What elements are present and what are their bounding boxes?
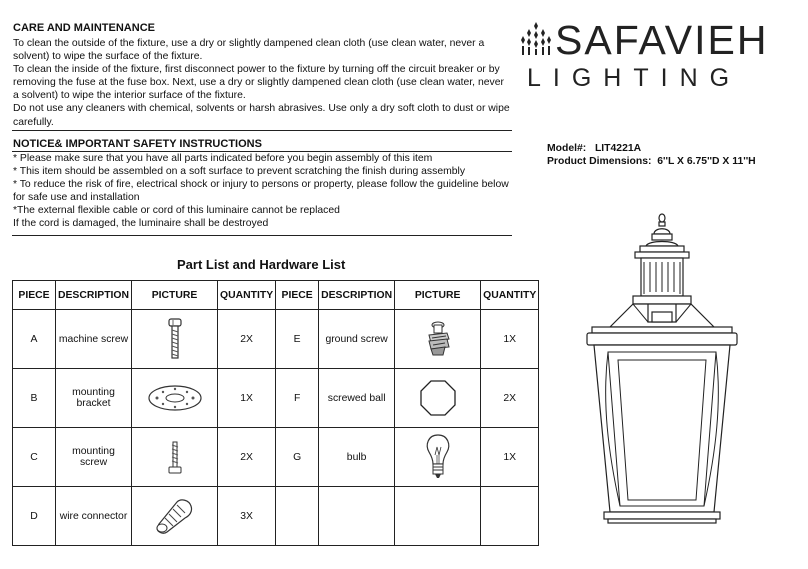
quantity-cell: 1X — [481, 428, 539, 487]
mounting-bracket-icon — [147, 383, 203, 413]
care-line: carefully. — [13, 116, 54, 128]
description-cell: machine screw — [56, 310, 132, 369]
piece-cell: E — [276, 310, 319, 369]
safety-title: NOTICE& IMPORTANT SAFETY INSTRUCTIONS — [13, 138, 262, 150]
lantern-fixture-icon — [578, 212, 748, 547]
quantity-cell: 1X — [481, 310, 539, 369]
quantity-cell: 2X — [481, 369, 539, 428]
description-cell: screwed ball — [319, 369, 395, 428]
header-cell: QUANTITY — [481, 281, 539, 310]
table-header-row — [13, 281, 539, 310]
product-info — [547, 142, 756, 168]
picture-cell — [395, 428, 481, 487]
safety-line: * Please make sure that you have all parts indicated before you begin assembly of this item — [13, 153, 433, 164]
table-row — [13, 369, 539, 428]
parts-table — [12, 280, 539, 546]
bulb-icon — [424, 433, 452, 481]
care-line: To clean the outside of the fixture, use a dry or slightly dampened clean cloth (use clean water, never a — [13, 38, 485, 49]
care-line: To clean the inside of the fixture, first disconnect power to the fixture by turning off the circuit breaker or by — [13, 64, 500, 76]
machine-screw-icon — [165, 317, 185, 361]
description-cell: mounting screw — [56, 428, 132, 487]
quantity-cell: 1X — [218, 369, 276, 428]
description-cell: bulb — [319, 428, 395, 487]
header-cell: DESCRIPTION — [56, 281, 132, 310]
header-cell: PICTURE — [132, 281, 218, 310]
header-cell: PICTURE — [395, 281, 481, 310]
model-label: Model#: — [547, 143, 587, 154]
safety-line: for safe use and installation — [13, 192, 140, 204]
piece-cell: F — [276, 369, 319, 428]
safety-line: * This item should be assembled on a soft surface to prevent scratching the finish during assembly — [13, 166, 466, 178]
table-row — [13, 428, 539, 487]
quantity-cell: 2X — [218, 310, 276, 369]
picture-cell — [132, 310, 218, 369]
table-row — [13, 310, 539, 369]
piece-cell: A — [13, 310, 56, 369]
header-cell: QUANTITY — [218, 281, 276, 310]
ground-screw-icon — [423, 319, 453, 359]
header-cell: PIECE — [276, 281, 319, 310]
care-title: CARE AND MAINTENANCE — [13, 22, 155, 34]
brand-logo-icon — [518, 20, 554, 56]
care-line: solvent) to wipe the surface of the fixture. — [13, 51, 203, 63]
picture-cell — [132, 369, 218, 428]
picture-cell — [395, 369, 481, 428]
divider — [12, 235, 512, 236]
piece-cell: D — [13, 487, 56, 546]
safety-paragraph — [13, 152, 509, 231]
description-cell: ground screw — [319, 310, 395, 369]
safety-line: *The external flexible cable or cord of this luminaire cannot be replaced — [13, 205, 340, 217]
header-cell: DESCRIPTION — [319, 281, 395, 310]
care-line: a solvent) to wipe the interior surface of the fixture. — [13, 90, 246, 102]
care-paragraph — [13, 37, 510, 129]
care-line: removing the fuse at the fuse box. Next, use a dry or slightly dampened clean cloth (use clean water, never — [13, 77, 504, 89]
piece-cell: B — [13, 369, 56, 428]
safety-line: * To reduce the risk of fire, electrical shock or injury to persons or property, please follow the guideline below — [13, 179, 509, 191]
brand-sub: LIGHTING — [527, 64, 742, 92]
header-cell: PIECE — [13, 281, 56, 310]
description-cell: wire connector — [56, 487, 132, 546]
picture-cell — [132, 428, 218, 487]
dims-label: Product Dimensions: — [547, 156, 652, 167]
description-cell: mounting bracket — [56, 369, 132, 428]
divider — [12, 130, 512, 131]
care-line: Do not use any cleaners with chemical, solvents or harsh abrasives. Use only a dry soft cloth to dust or wipe — [13, 103, 510, 115]
picture-cell — [395, 487, 481, 546]
quantity-cell — [481, 487, 539, 546]
piece-cell — [276, 487, 319, 546]
screwed-ball-icon — [418, 378, 458, 418]
model-value: LIT4221A — [594, 143, 642, 154]
quantity-cell: 3X — [218, 487, 276, 546]
brand-name: SAFAVIEH — [555, 17, 769, 63]
wire-connector-icon — [153, 494, 197, 538]
dims-value: 6''L X 6.75''D X 11''H — [657, 156, 756, 167]
piece-cell: C — [13, 428, 56, 487]
piece-cell: G — [276, 428, 319, 487]
quantity-cell: 2X — [218, 428, 276, 487]
picture-cell — [395, 310, 481, 369]
description-cell — [319, 487, 395, 546]
safety-line: If the cord is damaged, the luminaire shall be destroyed — [13, 218, 269, 230]
table-row — [13, 487, 539, 546]
picture-cell — [132, 487, 218, 546]
parts-table-title: Part List and Hardware List — [177, 257, 346, 272]
mounting-screw-icon — [167, 439, 183, 475]
